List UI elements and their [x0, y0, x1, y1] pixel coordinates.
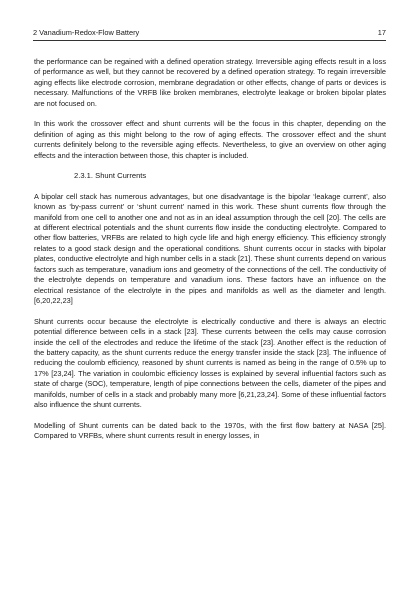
paragraph: the performance can be regained with a defined operation strategy. Irreversible aging effects result in a loss of performance as well, but they cannot be recovered by a defined operation strategy. To regain irreversible aging effects like electrode corrosion, membrane degradation or other effects, change of parts or devices is necessary. Malfunctions of the VRFB like broken membranes, electrolyte leakage or broken bipolar plates are not focused on.	[34, 57, 386, 108]
paragraph: Modelling of Shunt currents can be dated back to the 1970s, with the first flow battery at NASA [25]. Compared to VRFBs, where shunt currents result in energy losses, in	[34, 420, 386, 441]
body-text	[34, 57, 386, 452]
section-title: Shunt Currents	[95, 171, 147, 181]
paragraph: Shunt currents occur because the electrolyte is electrically conductive and there is always an electric potential difference between cells in a stack [23]. These currents between the cells may cause corrosion inside the cell of the electrodes and reduce the lifetime of the stack [23]. Another effect is the reduction of the battery capacity, as the shunt currents reduce the energy transfer inside the stack [23]. The influence of reducing the coulomb efficiency, reasoned by shunt currents is named as being in the range of 0.5% up to 17% [23,24]. The variation in coulombic efficiency losses is explained by several influential factors such as state of charge (SOC), temperature, length of pipe connections between the cells, diameter of the pipes and manifolds, number of cells in a stack and probably many more [6,21,23,24]. Some of these influential factors also influence the shunt currents.	[34, 316, 386, 409]
page-number: 17	[377, 28, 386, 37]
paragraph: In this work the crossover effect and shunt currents will be the focus in this chapter, depending on the definition of aging as this might belong to the row of aging effects. The crossover effect and the shunt currents definitely belong to the reversible aging effects. Nevertheless, to give an overview on other aging effects and the interaction between those, this chapter is included.	[34, 119, 386, 160]
running-header	[33, 27, 386, 41]
section-number: 2.3.1.	[74, 171, 93, 181]
section-heading	[74, 171, 386, 181]
chapter-title: 2 Vanadium-Redox-Flow Battery	[33, 28, 140, 37]
paragraph: A bipolar cell stack has numerous advantages, but one disadvantage is the bipolar ‘leakage current’, also known as ‘by-pass current’ or ‘shunt current’ named in this work. These shunt currents flow through the manifold from one cell to another one and not as in an ideal assumption through the cell [20]. The cells are at different electrical potentials and the shunt currents flow inside the conducting electrolyte. Compared to other flow batteries, VRFBs are related to high cycle life and high energy efficiency. This efficiency strongly relates to a good stack design and the operational conditions. Shunt currents occur in stacks with bipolar plates, conductive electrolyte and high number cells in a stack [21]. These shunt currents depend on various factors such as temperature, vanadium ions and geometry of the connections of the cell. The conductivity of the electrolyte depends on temperature and vanadium ions. These factors have an influence on the electrical resistance of the electrolyte in the pipes and manifolds as well as the diameter and length. [6,20,22,23]	[34, 191, 386, 305]
